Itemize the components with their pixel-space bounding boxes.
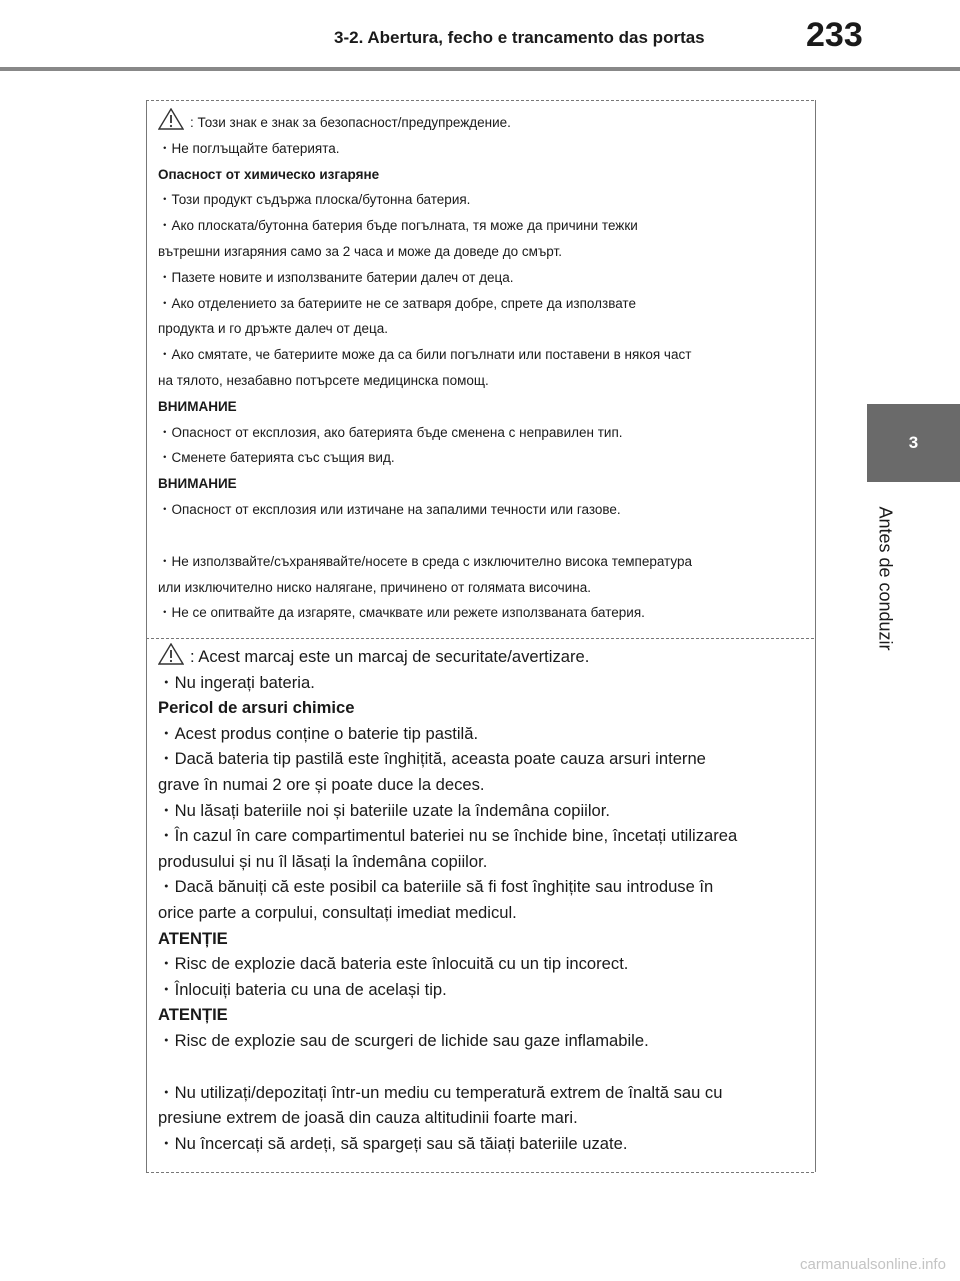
section-divider: [146, 638, 814, 639]
text-line: grave în numai 2 ore și poate duce la deces.: [158, 774, 485, 794]
caution-heading: ВНИМАНИЕ: [158, 398, 237, 414]
text-line: ・Не се опитвайте да изгаряте, смачквате или режете използваната батерия.: [158, 605, 645, 621]
text-line: на тялото, незабавно потърсете медицинска помощ.: [158, 372, 489, 388]
hazard-heading: Pericol de arsuri chimice: [158, 698, 355, 718]
header-rule: [0, 67, 960, 71]
text-line: ・Dacă bănuiți că este posibil ca bateriile să fi fost înghițite sau introduse în: [158, 877, 714, 897]
symbol-explanation: : Този знак е знак за безопасност/предупреждение.: [190, 115, 511, 130]
section-title: 3-2. Abertura, fecho e trancamento das portas: [334, 28, 705, 47]
text-line: ・În cazul în care compartimentul bateriei nu se închide bine, încetați utilizarea: [158, 826, 738, 846]
symbol-explanation: : Acest marcaj este un marcaj de securitate/avertizare.: [190, 647, 590, 666]
chapter-label: [857, 492, 913, 664]
chapter-title: Antes de conduzir: [875, 505, 896, 651]
box-top-border: [146, 100, 814, 101]
text-line: ・Опасност от експлозия или изтичане на запалими течности или газове.: [158, 501, 621, 517]
text-line: ・Dacă bateria tip pastilă este înghițită, aceasta poate cauza arsuri interne: [158, 749, 706, 769]
text-line: ・Не поглъщайте батерията.: [158, 140, 340, 156]
text-line: ・Risc de explozie dacă bateria este înlocuită cu un tip incorect.: [158, 954, 629, 974]
watermark: carmanualsonline.info: [800, 1256, 946, 1273]
text-line: вътрешни изгаряния само за 2 часа и може да доведе до смърт.: [158, 243, 562, 259]
text-line: ・Сменете батерията със същия вид.: [158, 450, 395, 466]
text-line: или изключително ниско налягане, причинено от голямата височина.: [158, 579, 591, 595]
text-line: orice parte a corpului, consultați imediat medicul.: [158, 902, 517, 922]
romanian-warning-text: [158, 644, 808, 1156]
text-line: ・Опасност от експлозия, ако батерията бъде сменена с неправилен тип.: [158, 424, 623, 440]
text-line: presiune extrem de joasă din cauza altitudinii foarte mari.: [158, 1108, 578, 1128]
text-line: ・Nu încercați să ardeți, să spargeți sau să tăiați bateriile uzate.: [158, 1133, 628, 1153]
caution-heading: ATENȚIE: [158, 1005, 228, 1025]
chapter-tab: [867, 404, 960, 482]
bulgarian-warning-text: [158, 110, 808, 626]
text-line: ・Risc de explozie sau de scurgeri de lichide sau gaze inflamabile.: [158, 1030, 649, 1050]
text-line: ・Înlocuiți bateria cu una de același tip.: [158, 979, 447, 999]
text-line: продукта и го дръжте далеч от деца.: [158, 321, 388, 337]
text-line: ・Nu utilizați/depozitați într-un mediu cu temperatură extrem de înaltă sau cu: [158, 1082, 723, 1102]
page-number: 233: [806, 16, 863, 54]
text-line: ・Пазете новите и използваните батерии далеч от деца.: [158, 269, 514, 285]
text-line: ・Ако отделението за батериите не се затваря добре, спрете да използвате: [158, 295, 636, 311]
box-bottom-border: [146, 1172, 814, 1173]
text-line: produsului și nu îl lăsați la îndemâna copiilor.: [158, 851, 488, 871]
text-line: ・Не използвайте/съхранявайте/носете в среда с изключително висока температура: [158, 553, 693, 569]
text-line: ・Nu lăsați bateriile noi și bateriile uzate la îndemâna copiilor.: [158, 800, 610, 820]
text-line: ・Този продукт съдържа плоска/бутонна батерия.: [158, 192, 471, 208]
text-line: ・Ако смятате, че батериите може да са били погълнати или поставени в някоя част: [158, 347, 692, 363]
text-line: ・Ако плоската/бутонна батерия бъде погълната, тя може да причини тежки: [158, 218, 638, 234]
caution-heading: ATENȚIE: [158, 928, 228, 948]
hazard-heading: Опасност от химическо изгаряне: [158, 166, 380, 182]
caution-heading: ВНИМАНИЕ: [158, 476, 237, 492]
text-line: ・Acest produs conține o baterie tip pastilă.: [158, 723, 479, 743]
text-line: ・Nu ingerați bateria.: [158, 672, 315, 692]
chapter-number: 3: [908, 433, 919, 452]
